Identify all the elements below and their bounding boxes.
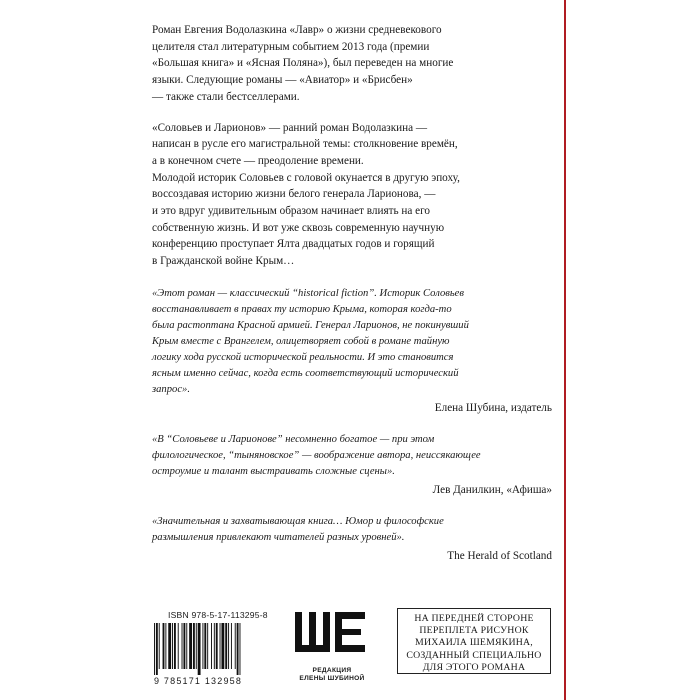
quote-line: была растоптана Красной армией. Генерал Ларионов, не покинувший <box>152 319 469 331</box>
quote-line: «В “Соловьеве и Ларионове” несомненно богатое — при этом <box>152 433 435 445</box>
note-line: ДЛЯ ЭТОГО РОМАНА <box>422 661 526 673</box>
quote-line: «Значительная и захватывающая книга… Юмор и философские <box>152 515 444 527</box>
quote-line: Крым вместе с Врангелем, олицетворяет собой в романе тайную <box>152 335 450 347</box>
text-line: собственную жизнь. И вот уже сквозь современную научную <box>152 221 445 234</box>
text-line: языки. Следующие романы — «Авиатор» и «Брисбен» <box>152 74 413 87</box>
text-line: «Большая книга» и «Ясная Поляна»), был переведен на многие <box>152 57 454 70</box>
quote-line: «Этот роман — классический “historical fiction”. Историк Соловьев <box>152 287 464 299</box>
text-line: Роман Евгения Водолазкина «Лавр» о жизни средневекового <box>152 24 442 36</box>
description-paragraph-2 <box>152 120 552 270</box>
barcode-digits: 9 785171 132958 <box>154 676 243 686</box>
quote-line: запрос». <box>152 383 190 395</box>
cover-art-note <box>397 608 551 674</box>
text-line: написан в русле его магистральной темы: столкновение времён, <box>152 138 458 151</box>
text-line: «Соловьев и Ларионов» — ранний роман Водолазкина — <box>152 121 428 134</box>
review-quote-2 <box>152 432 552 498</box>
publisher-logo <box>289 608 375 688</box>
text-line: целителя стал литературным событием 2013 года (премии <box>152 40 430 53</box>
note-line: ПЕРЕПЛЕТА РИСУНОК <box>419 625 529 637</box>
note-line: НА ПЕРЕДНЕЙ СТОРОНЕ <box>414 613 534 624</box>
quote-line: ясным именно сейчас, когда есть соответствующий исторический <box>152 367 459 379</box>
publisher-mark-icon <box>289 608 375 660</box>
quote-author: The Herald of Scotland <box>447 549 552 562</box>
note-line: МИХАИЛА ШЕМЯКИНА, <box>415 637 533 649</box>
isbn-label: ISBN 978-5-17-113295-8 <box>168 610 268 620</box>
text-line: конференцию проступает Ялта двадцатых годов и горящий <box>152 238 435 251</box>
quote-line: остроумие и талант выстраивать сложные сцены». <box>152 465 395 477</box>
text-line: в Гражданской войне Крым… <box>152 255 295 268</box>
description-paragraph-1 <box>152 22 552 106</box>
text-line: а в конечном счете — преодоление времени. <box>152 154 364 167</box>
barcode-block <box>152 610 268 686</box>
back-cover-text <box>152 22 552 564</box>
quote-line: размышления привлекают читателей разных уровней». <box>152 531 405 543</box>
publisher-line-2: ЕЛЕНЫ ШУБИНОЙ <box>299 674 365 682</box>
review-quote-3 <box>152 514 552 564</box>
quote-line: филологическое, “тыняновское” — воображение автора, неиссякающее <box>152 449 481 461</box>
barcode-icon <box>152 623 268 675</box>
text-line: — также стали бестселлерами. <box>152 90 300 103</box>
text-line: Молодой историк Соловьев с головой окунается в другую эпоху, <box>152 171 460 184</box>
quote-author: Лев Данилкин, «Афиша» <box>432 483 552 496</box>
quote-author: Елена Шубина, издатель <box>434 401 552 414</box>
text-line: воссоздавая историю жизни белого генерала Ларионова, — <box>152 188 436 201</box>
review-quote-1 <box>152 286 552 416</box>
note-line: СОЗДАННЫЙ СПЕЦИАЛЬНО <box>406 649 542 661</box>
text-line: и это вдруг удивительным образом начинает влиять на его <box>152 205 431 218</box>
spine-red-line <box>564 0 566 700</box>
quote-line: восстанавливает в правах ту историю Крыма, которая когда-то <box>152 303 452 315</box>
quote-line: логику хода русской исторической реальности. И это становится <box>152 351 454 363</box>
publisher-line-1: РЕДАКЦИЯ <box>312 667 352 674</box>
